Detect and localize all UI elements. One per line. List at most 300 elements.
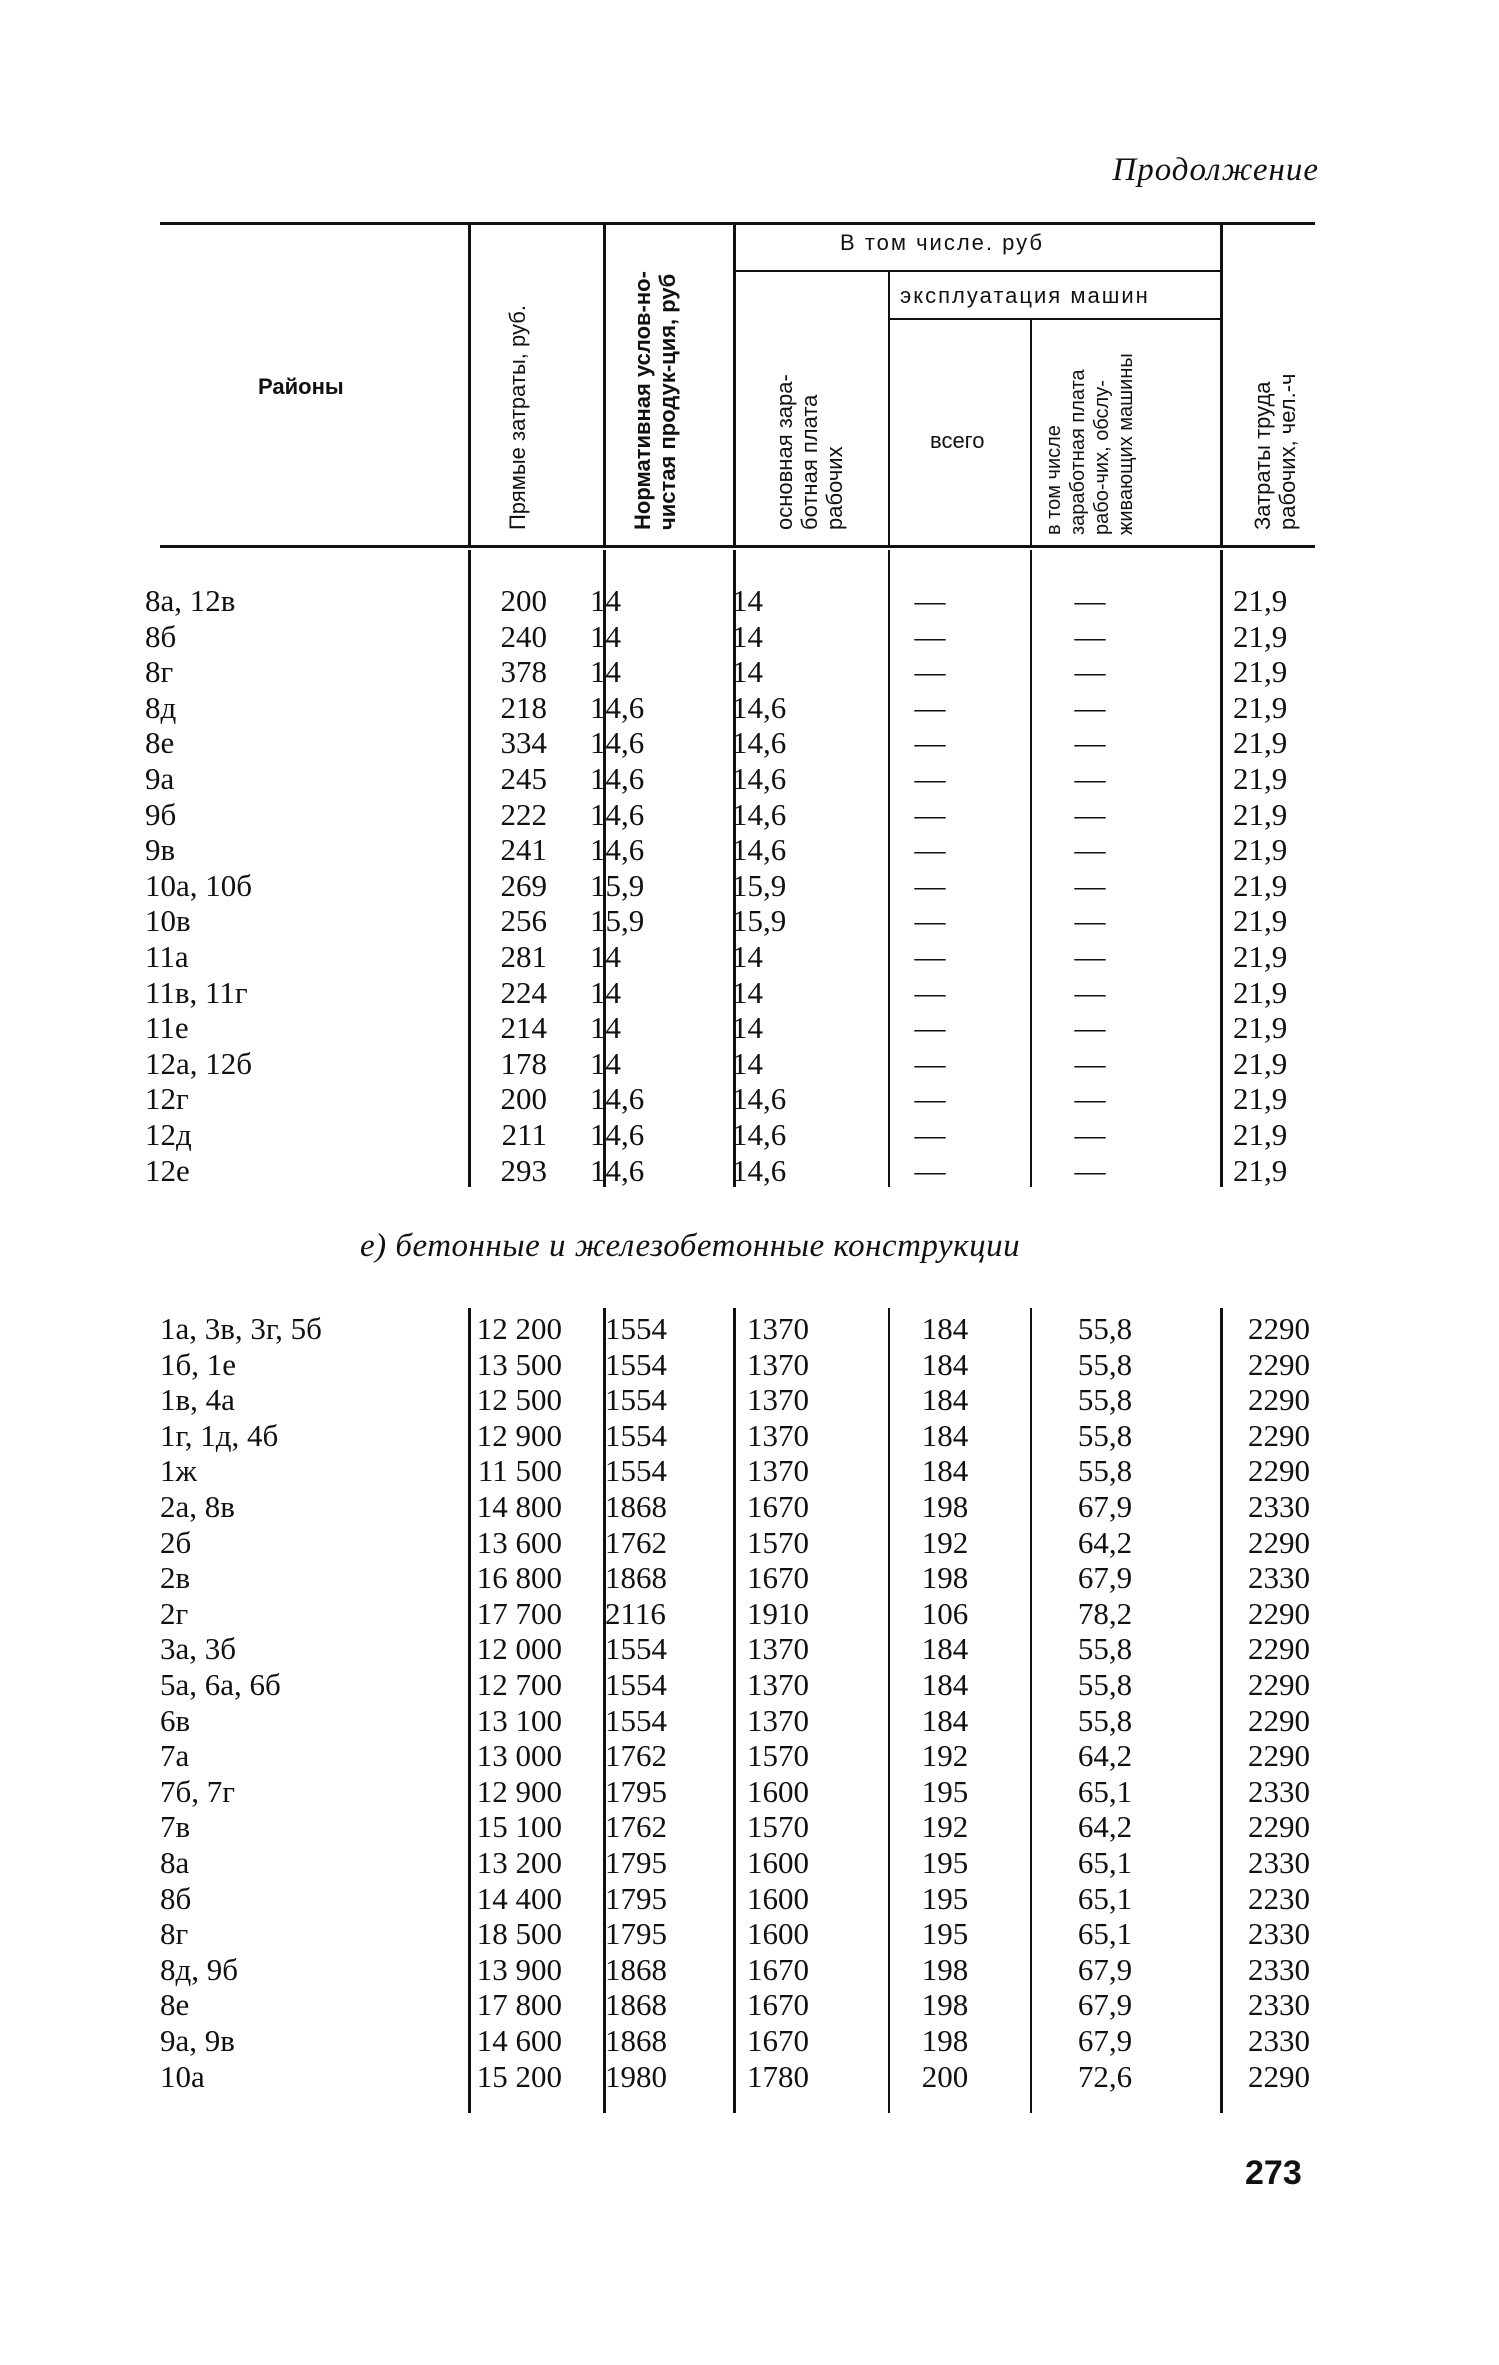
table-row	[160, 1845, 1359, 1881]
machines-total-cell: 184	[921, 1346, 969, 1382]
machines-total-cell: —	[914, 1081, 946, 1117]
machines-wage-cell: 55,8	[1077, 1667, 1133, 1702]
header-total: всего	[930, 428, 985, 453]
labor-cell: 21,9	[1233, 761, 1288, 796]
region-cell: 11а	[145, 939, 189, 974]
base-wage-cell: 14	[732, 654, 763, 690]
machines-total-cell: 195	[921, 1845, 969, 1880]
table-row	[145, 832, 1344, 868]
table-row	[160, 1881, 1359, 1917]
direct-costs-cell: 14 800	[476, 1489, 562, 1524]
machines-wage-cell: —	[1074, 832, 1106, 868]
normative-cell: 14	[590, 1010, 621, 1046]
base-wage-cell: 1670	[747, 1560, 809, 1596]
labor-cell: 2330	[1248, 1916, 1310, 1952]
direct-costs-cell: 281	[500, 939, 547, 974]
machines-total-cell: 195	[921, 1880, 969, 1916]
labor-cell: 2290	[1248, 2058, 1310, 2094]
direct-costs-cell: 200	[500, 1081, 547, 1117]
labor-cell: 2290	[1248, 1631, 1310, 1667]
machines-wage-cell: 65,1	[1077, 1845, 1133, 1880]
header-incl-wage	[1042, 330, 1138, 535]
base-wage-cell: 14,6	[732, 796, 787, 832]
machines-total-cell: 198	[921, 1560, 969, 1596]
table-row	[145, 1117, 1344, 1153]
machines-wage-cell: —	[1074, 689, 1106, 725]
labor-cell: 2230	[1248, 1880, 1310, 1916]
machines-wage-cell: —	[1074, 1045, 1106, 1081]
header-labor-text: Затраты труда рабочих, чел.-ч	[1250, 373, 1300, 530]
table-row	[145, 725, 1344, 761]
labor-cell: 2290	[1248, 1346, 1310, 1382]
normative-cell: 14	[590, 974, 621, 1010]
region-cell: 7в	[160, 1809, 191, 1845]
machines-wage-cell: —	[1074, 618, 1106, 654]
table-row	[160, 1453, 1359, 1489]
normative-cell: 1762	[605, 1524, 667, 1560]
machines-total-cell: —	[914, 796, 946, 832]
labor-cell: 21,9	[1233, 654, 1288, 690]
machines-wage-cell: 64,2	[1077, 1809, 1133, 1845]
machines-total-cell: —	[914, 867, 946, 903]
header-direct-costs-text: Прямые затраты, руб.	[505, 305, 530, 530]
section-e-title: е) бетонные и железобетонные конструкции	[360, 1228, 1021, 1264]
normative-cell: 1762	[605, 1738, 667, 1774]
page-number: 273	[1245, 2154, 1302, 2192]
direct-costs-cell: 256	[500, 903, 547, 939]
table-row	[160, 1631, 1359, 1667]
labor-cell: 2290	[1248, 1382, 1310, 1418]
machines-wage-cell: 64,2	[1077, 1738, 1133, 1774]
normative-cell: 14,6	[590, 689, 645, 725]
region-cell: 12е	[145, 1152, 190, 1188]
region-cell: 2г	[160, 1595, 189, 1631]
direct-costs-cell: 17 800	[476, 1987, 562, 2023]
table-row	[160, 1703, 1359, 1739]
table-row	[160, 1667, 1359, 1703]
machines-wage-cell: —	[1074, 725, 1106, 761]
normative-cell: 14	[590, 583, 621, 618]
base-wage-cell: 15,9	[732, 903, 787, 939]
machines-wage-cell: 64,2	[1077, 1524, 1133, 1560]
table-row	[160, 1952, 1359, 1988]
machines-wage-cell: —	[1074, 1152, 1106, 1188]
region-cell: 1г, 1д, 4б	[160, 1417, 279, 1453]
direct-costs-cell: 224	[500, 974, 547, 1010]
machines-total-cell: —	[914, 1117, 946, 1152]
labor-cell: 21,9	[1233, 939, 1288, 974]
base-wage-cell: 14	[732, 618, 763, 654]
normative-cell: 1795	[605, 1916, 667, 1952]
machines-total-cell: —	[914, 1045, 946, 1081]
region-cell: 8д, 9б	[160, 1951, 239, 1987]
normative-cell: 1868	[605, 1951, 667, 1987]
machines-wage-cell: —	[1074, 903, 1106, 939]
direct-costs-cell: 178	[500, 1045, 547, 1081]
header-base-wage	[772, 315, 847, 530]
header-bottom-rule	[160, 545, 1315, 548]
machines-wage-cell: 55,8	[1077, 1417, 1133, 1453]
machines-wage-cell: —	[1074, 761, 1106, 796]
machines-total-cell: —	[914, 1010, 946, 1046]
region-cell: 9а	[145, 761, 175, 796]
labor-cell: 21,9	[1233, 725, 1288, 761]
table-row	[160, 1311, 1359, 1347]
machines-total-cell: 195	[921, 1773, 969, 1809]
normative-cell: 14	[590, 654, 621, 690]
header-regions: Районы	[258, 374, 344, 399]
direct-costs-cell: 214	[500, 1010, 547, 1046]
labor-cell: 2330	[1248, 1489, 1310, 1524]
table-row	[145, 761, 1344, 797]
machines-total-cell: —	[914, 903, 946, 939]
machines-total-cell: 195	[921, 1916, 969, 1952]
table-row	[160, 1809, 1359, 1845]
labor-cell: 2290	[1248, 1595, 1310, 1631]
table-row	[145, 690, 1344, 726]
region-cell: 10в	[145, 903, 191, 939]
normative-cell: 14,6	[590, 1117, 645, 1152]
normative-cell: 1554	[605, 1702, 667, 1738]
table-row	[145, 939, 1344, 975]
normative-cell: 1554	[605, 1631, 667, 1667]
region-cell: 12д	[145, 1117, 192, 1152]
direct-costs-cell: 222	[500, 796, 547, 832]
header-incl-wage-text: в том числе заработная плата рабо-чих, обслу-живающих машины	[1043, 353, 1137, 535]
machines-total-cell: 184	[921, 1311, 969, 1346]
normative-cell: 14,6	[590, 761, 645, 796]
direct-costs-cell: 11 500	[477, 1453, 562, 1489]
labor-cell: 21,9	[1233, 1045, 1288, 1081]
labor-cell: 21,9	[1233, 583, 1288, 618]
base-wage-cell: 1570	[747, 1738, 809, 1774]
region-cell: 8г	[145, 654, 174, 690]
header-including: В том числе. руб	[840, 230, 1044, 255]
direct-costs-cell: 12 900	[476, 1773, 562, 1809]
base-wage-cell: 14,6	[732, 689, 787, 725]
machines-wage-cell: 55,8	[1077, 1702, 1133, 1738]
normative-cell: 1868	[605, 1489, 667, 1524]
machines-total-cell: —	[914, 939, 946, 974]
labor-cell: 21,9	[1233, 1081, 1288, 1117]
table-row	[160, 1987, 1359, 2023]
machines-wage-cell: 67,9	[1077, 1489, 1133, 1524]
labor-cell: 2290	[1248, 1417, 1310, 1453]
direct-costs-cell: 378	[500, 654, 547, 690]
including-rule	[735, 270, 1220, 272]
base-wage-cell: 1670	[747, 1489, 809, 1524]
labor-cell: 2330	[1248, 1951, 1310, 1987]
normative-cell: 14,6	[590, 1152, 645, 1188]
base-wage-cell: 1570	[747, 1524, 809, 1560]
machines-total-cell: —	[914, 761, 946, 796]
base-wage-cell: 14	[732, 939, 763, 974]
machines-total-cell: —	[914, 689, 946, 725]
labor-cell: 2330	[1248, 2023, 1310, 2058]
machines-wage-cell: —	[1074, 796, 1106, 832]
machines-total-cell: 192	[921, 1524, 969, 1560]
header-direct-costs	[505, 250, 530, 530]
machines-wage-cell: 55,8	[1077, 1346, 1133, 1382]
direct-costs-cell: 240	[500, 618, 547, 654]
region-cell: 12г	[145, 1081, 189, 1117]
machines-total-cell: —	[914, 725, 946, 761]
normative-cell: 14,6	[590, 725, 645, 761]
machines-rule	[890, 318, 1220, 320]
machines-total-cell: 192	[921, 1738, 969, 1774]
direct-costs-cell: 12 900	[476, 1417, 562, 1453]
region-cell: 10а	[160, 2058, 205, 2094]
region-cell: 7б, 7г	[160, 1773, 235, 1809]
table-row	[145, 903, 1344, 939]
region-cell: 9а, 9в	[160, 2023, 235, 2058]
table-row	[145, 868, 1344, 904]
region-cell: 9б	[145, 796, 177, 832]
region-cell: 8е	[145, 725, 175, 761]
table-row	[145, 654, 1344, 690]
normative-cell: 1868	[605, 2023, 667, 2058]
header-normative-text: Нормативная услов-но-чистая продук-ция, руб	[630, 271, 680, 530]
machines-wage-cell: 55,8	[1077, 1311, 1133, 1346]
normative-cell: 14,6	[590, 1081, 645, 1117]
header-base-wage-text: основная зара-ботная плата рабочих	[772, 374, 847, 530]
base-wage-cell: 1670	[747, 1987, 809, 2023]
machines-total-cell: 184	[921, 1453, 969, 1489]
region-cell: 11е	[145, 1010, 189, 1046]
machines-total-cell: —	[914, 832, 946, 868]
machines-wage-cell: 67,9	[1077, 2023, 1133, 2058]
labor-cell: 2330	[1248, 1987, 1310, 2023]
machines-wage-cell: 72,6	[1077, 2058, 1133, 2094]
labor-cell: 2290	[1248, 1702, 1310, 1738]
direct-costs-cell: 241	[500, 832, 547, 868]
direct-costs-cell: 13 600	[476, 1524, 562, 1560]
machines-total-cell: 198	[921, 1987, 969, 2023]
machines-wage-cell: —	[1074, 1010, 1106, 1046]
direct-costs-cell: 218	[500, 689, 547, 725]
table-row	[145, 975, 1344, 1011]
machines-total-cell: 200	[921, 2058, 969, 2094]
region-cell: 8б	[160, 1880, 192, 1916]
table-row	[160, 2059, 1359, 2095]
labor-cell: 2290	[1248, 1667, 1310, 1702]
base-wage-cell: 1370	[747, 1382, 809, 1418]
region-cell: 6в	[160, 1702, 191, 1738]
base-wage-cell: 14	[732, 974, 763, 1010]
direct-costs-cell: 269	[500, 867, 547, 903]
machines-wage-cell: —	[1074, 939, 1106, 974]
machines-wage-cell: 55,8	[1077, 1631, 1133, 1667]
table-row	[160, 1596, 1359, 1632]
base-wage-cell: 14	[732, 583, 763, 618]
region-cell: 8б	[145, 618, 177, 654]
table-row	[160, 1560, 1359, 1596]
base-wage-cell: 1370	[747, 1631, 809, 1667]
region-cell: 1а, 3в, 3г, 5б	[160, 1311, 322, 1346]
machines-wage-cell: 55,8	[1077, 1382, 1133, 1418]
machines-total-cell: 198	[921, 2023, 969, 2058]
table-row	[145, 1010, 1344, 1046]
direct-costs-cell: 12 000	[476, 1631, 562, 1667]
machines-total-cell: —	[914, 618, 946, 654]
machines-wage-cell: 65,1	[1077, 1880, 1133, 1916]
direct-costs-cell: 13 500	[476, 1346, 562, 1382]
region-cell: 12а, 12б	[145, 1045, 253, 1081]
header-vline-5	[1030, 320, 1032, 545]
base-wage-cell: 1910	[747, 1595, 809, 1631]
direct-costs-cell: 13 100	[476, 1702, 562, 1738]
table-row	[160, 1774, 1359, 1810]
region-cell: 8г	[160, 1916, 189, 1952]
normative-cell: 14,6	[590, 832, 645, 868]
labor-cell: 2330	[1248, 1560, 1310, 1596]
direct-costs-cell: 334	[500, 725, 547, 761]
region-cell: 8д	[145, 689, 177, 725]
table-row	[145, 797, 1344, 833]
labor-cell: 2330	[1248, 1773, 1310, 1809]
normative-cell: 15,9	[590, 867, 645, 903]
machines-wage-cell: 55,8	[1077, 1453, 1133, 1489]
labor-cell: 2290	[1248, 1311, 1310, 1346]
header-machines: эксплуатация машин	[900, 283, 1150, 308]
labor-cell: 21,9	[1233, 867, 1288, 903]
normative-cell: 1762	[605, 1809, 667, 1845]
direct-costs-cell: 12 500	[476, 1382, 562, 1418]
normative-cell: 14	[590, 939, 621, 974]
region-cell: 2в	[160, 1560, 191, 1596]
table-row	[145, 1046, 1344, 1082]
base-wage-cell: 1600	[747, 1845, 809, 1880]
normative-cell: 1554	[605, 1667, 667, 1702]
normative-cell: 1554	[605, 1346, 667, 1382]
region-cell: 2а, 8в	[160, 1489, 235, 1524]
machines-wage-cell: —	[1074, 974, 1106, 1010]
region-cell: 11в, 11г	[145, 974, 248, 1010]
machines-total-cell: —	[914, 583, 946, 618]
region-cell: 8е	[160, 1987, 190, 2023]
base-wage-cell: 1370	[747, 1453, 809, 1489]
machines-wage-cell: —	[1074, 583, 1106, 618]
labor-cell: 2290	[1248, 1809, 1310, 1845]
base-wage-cell: 14,6	[732, 832, 787, 868]
direct-costs-cell: 12 700	[476, 1667, 562, 1702]
labor-cell: 21,9	[1233, 832, 1288, 868]
table-row	[160, 1347, 1359, 1383]
machines-wage-cell: 65,1	[1077, 1916, 1133, 1952]
continuation-label: Продолжение	[1112, 152, 1319, 188]
header-vline-6	[1220, 225, 1223, 545]
base-wage-cell: 1370	[747, 1667, 809, 1702]
base-wage-cell: 1600	[747, 1916, 809, 1952]
header-vline-3	[733, 225, 736, 545]
base-wage-cell: 1370	[747, 1702, 809, 1738]
region-cell: 3а, 3б	[160, 1631, 237, 1667]
labor-cell: 2330	[1248, 1845, 1310, 1880]
normative-cell: 1795	[605, 1773, 667, 1809]
direct-costs-cell: 15 100	[476, 1809, 562, 1845]
direct-costs-cell: 15 200	[476, 2058, 562, 2094]
labor-cell: 21,9	[1233, 796, 1288, 832]
normative-cell: 1554	[605, 1311, 667, 1346]
base-wage-cell: 14	[732, 1045, 763, 1081]
base-wage-cell: 14	[732, 1010, 763, 1046]
table-row	[145, 583, 1344, 619]
machines-total-cell: 184	[921, 1667, 969, 1702]
machines-total-cell: 184	[921, 1382, 969, 1418]
machines-wage-cell: 78,2	[1077, 1595, 1133, 1631]
machines-wage-cell: —	[1074, 654, 1106, 690]
table-row	[145, 1153, 1344, 1189]
direct-costs-cell: 13 200	[476, 1845, 562, 1880]
normative-cell: 15,9	[590, 903, 645, 939]
region-cell: 7а	[160, 1738, 190, 1774]
direct-costs-cell: 14 400	[476, 1880, 562, 1916]
region-cell: 1в, 4а	[160, 1382, 235, 1418]
table-row	[145, 1081, 1344, 1117]
header-labor	[1250, 300, 1300, 530]
machines-wage-cell: —	[1074, 1117, 1106, 1152]
machines-wage-cell: —	[1074, 867, 1106, 903]
normative-cell: 1554	[605, 1417, 667, 1453]
labor-cell: 21,9	[1233, 689, 1288, 725]
base-wage-cell: 1370	[747, 1417, 809, 1453]
machines-total-cell: 198	[921, 1951, 969, 1987]
header-vline-2	[603, 225, 606, 545]
machines-total-cell: —	[914, 1152, 946, 1188]
table-row	[160, 1916, 1359, 1952]
direct-costs-cell: 17 700	[476, 1595, 562, 1631]
table-row	[160, 1525, 1359, 1561]
machines-total-cell: 192	[921, 1809, 969, 1845]
labor-cell: 21,9	[1233, 1010, 1288, 1046]
region-cell: 9в	[145, 832, 176, 868]
machines-total-cell: 184	[921, 1702, 969, 1738]
direct-costs-cell: 12 200	[476, 1311, 562, 1346]
base-wage-cell: 14,6	[732, 1117, 787, 1152]
base-wage-cell: 14,6	[732, 1081, 787, 1117]
labor-cell: 21,9	[1233, 974, 1288, 1010]
base-wage-cell: 1370	[747, 1346, 809, 1382]
normative-cell: 1554	[605, 1453, 667, 1489]
labor-cell: 2290	[1248, 1524, 1310, 1560]
normative-cell: 14,6	[590, 796, 645, 832]
direct-costs-cell: 293	[500, 1152, 547, 1188]
direct-costs-cell: 13 000	[476, 1738, 562, 1774]
table-row	[160, 1738, 1359, 1774]
base-wage-cell: 1780	[747, 2058, 809, 2094]
machines-wage-cell: 65,1	[1077, 1773, 1133, 1809]
machines-total-cell: 106	[921, 1595, 969, 1631]
base-wage-cell: 15,9	[732, 867, 787, 903]
normative-cell: 1795	[605, 1880, 667, 1916]
header-normative	[630, 230, 680, 530]
machines-total-cell: 184	[921, 1417, 969, 1453]
normative-cell: 1980	[605, 2058, 667, 2094]
region-cell: 1ж	[160, 1453, 197, 1489]
region-cell: 5а, 6а, 6б	[160, 1667, 281, 1702]
region-cell: 2б	[160, 1524, 192, 1560]
base-wage-cell: 1600	[747, 1880, 809, 1916]
base-wage-cell: 14,6	[732, 725, 787, 761]
normative-cell: 1868	[605, 1560, 667, 1596]
table-row	[145, 619, 1344, 655]
table-row	[160, 2023, 1359, 2059]
normative-cell: 1554	[605, 1382, 667, 1418]
base-wage-cell: 1670	[747, 1951, 809, 1987]
header-vline-4	[888, 272, 890, 545]
base-wage-cell: 14,6	[732, 761, 787, 796]
labor-cell: 2290	[1248, 1738, 1310, 1774]
